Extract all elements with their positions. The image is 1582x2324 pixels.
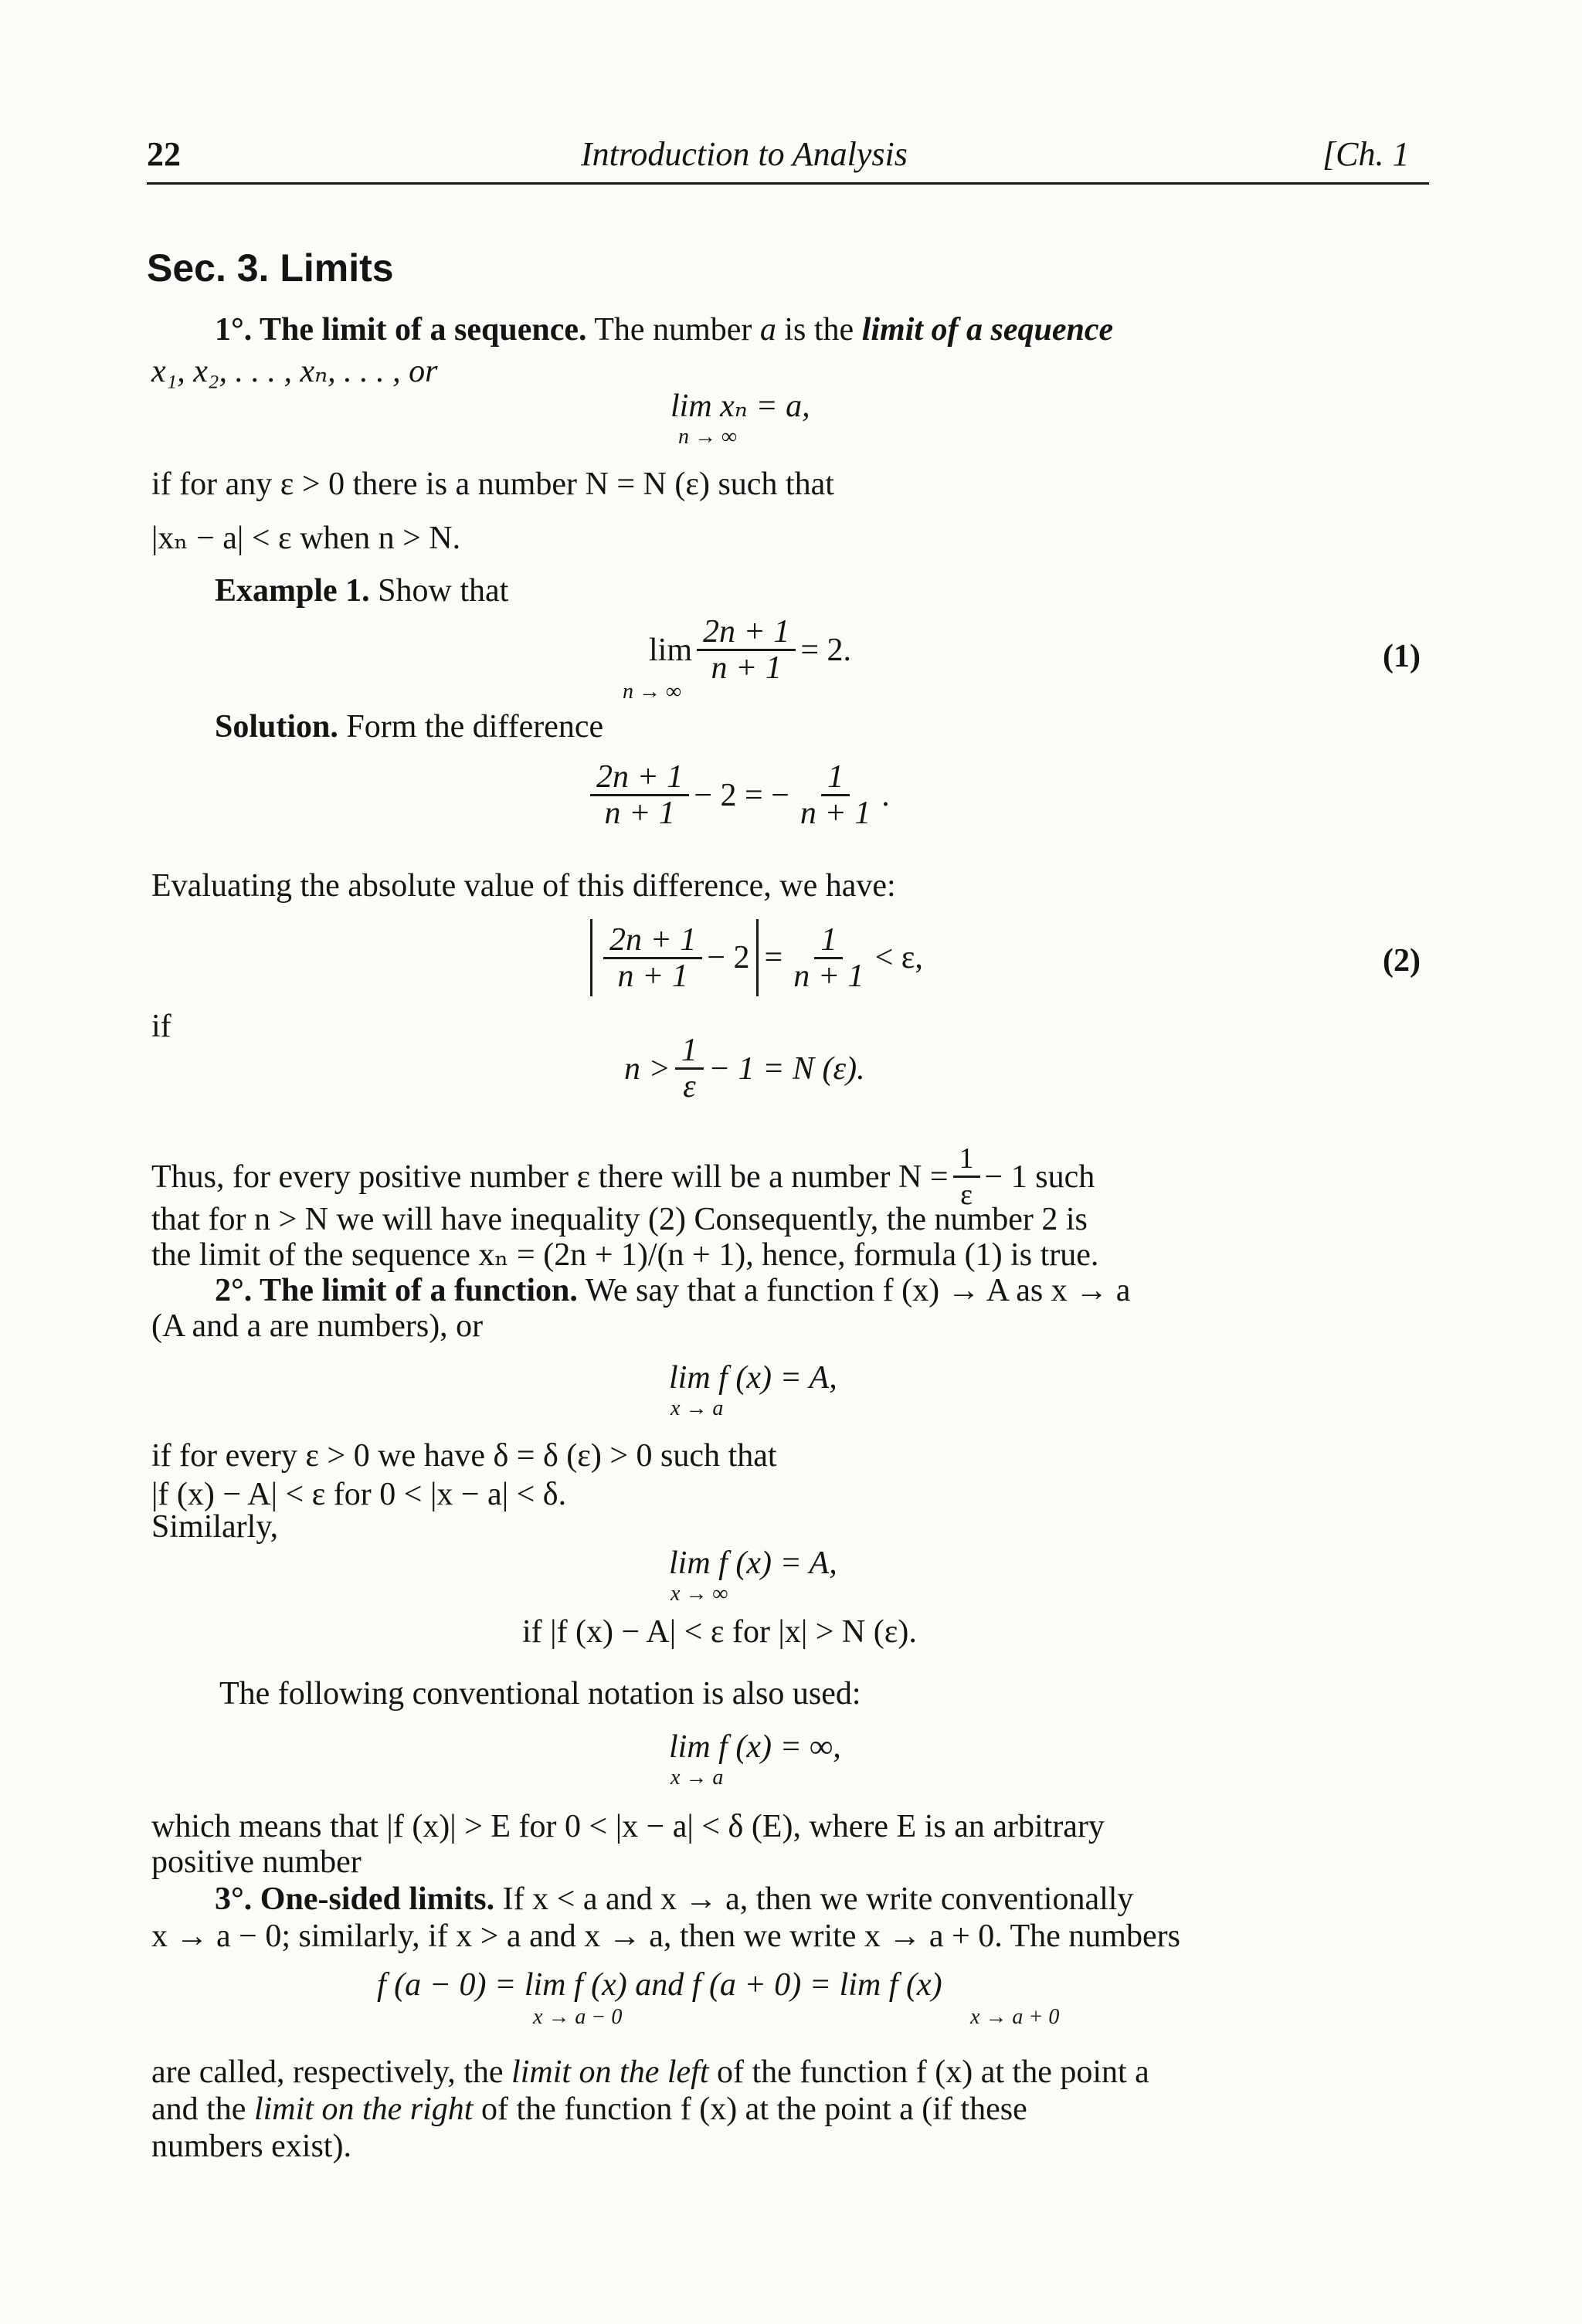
eq2-rhs: < ε, <box>874 940 923 975</box>
one-sided-formula: f (a − 0) = lim f (x) and f (a + 0) = lim f (x) <box>377 1967 942 2003</box>
solution-label: Solution. <box>215 709 338 745</box>
function-formula1-sub: x → a <box>670 1396 724 1420</box>
n-numerator: 1 <box>675 1033 704 1070</box>
sequence-condition1: if for any ε > 0 there is a number N = N (ε) such that <box>151 466 834 502</box>
eq2-right-fraction <box>787 923 870 993</box>
diff-right-denominator: n + 1 <box>799 796 871 831</box>
diff-right-fraction <box>794 760 877 830</box>
closing2-b: of the function f (x) at the point a (if these <box>480 2092 1027 2127</box>
solution-line <box>215 709 603 745</box>
closing1-b: of the function f (x) at the point a <box>717 2054 1149 2090</box>
sequence-heading: 1°. The limit of a sequence. <box>215 312 587 348</box>
difference-equation <box>586 760 890 830</box>
function-formula2: lim f (x) = A, <box>669 1545 837 1581</box>
consequently-line1: that for n > N we will have inequality (2) Consequently, the number 2 is <box>151 1202 1088 1237</box>
thus-end: − 1 such <box>984 1159 1095 1195</box>
one-sided-sub-right: x → a + 0 <box>970 2005 1060 2029</box>
diff-fraction <box>590 760 689 830</box>
function-formula3-sub: x → a <box>670 1766 724 1790</box>
eq2-right-numerator: 1 <box>814 923 843 959</box>
eq1-sub: n → ∞ <box>623 680 681 704</box>
closing1-a: are called, respectively, the <box>151 2054 504 2090</box>
eq2-number: (2) <box>1383 943 1421 979</box>
eq2-right-denominator: n + 1 <box>793 958 864 994</box>
n-inequality <box>624 1033 865 1104</box>
means-line1: which means that |f (x)| > E for 0 < |x − a| < δ (E), where E is an arbitrary <box>151 1809 1105 1844</box>
diff-right-numerator: 1 <box>821 760 850 796</box>
example-text: Show that <box>378 573 509 609</box>
thus-numerator: 1 <box>953 1142 980 1178</box>
diff-denominator: n + 1 <box>604 796 675 831</box>
one-sided-line2: x → a − 0; similarly, if x > a and x → a, then we write x → a + 0. The numbers <box>151 1919 1180 1954</box>
function-line2: (A and a are numbers), or <box>151 1308 484 1344</box>
diff-numerator: 2n + 1 <box>590 760 689 796</box>
function-cond3: if |f (x) − A| < ε for |x| > N (ε). <box>522 1614 917 1650</box>
equation-1 <box>649 615 851 685</box>
closing-line2 <box>151 2092 1027 2127</box>
diff-mid: − 2 = − <box>694 777 789 813</box>
section-title: Sec. 3. Limits <box>147 246 394 290</box>
page-number: 22 <box>147 135 181 173</box>
similarly-text: Similarly, <box>151 1509 279 1545</box>
eq1-lim: lim <box>649 632 693 668</box>
thus-text: Thus, for every positive number ε there will be a number N = <box>151 1159 949 1195</box>
absolute-value-text: Evaluating the absolute value of this difference, we have: <box>151 868 896 904</box>
sequence-condition2: |xₙ − a| < ε when n > N. <box>151 521 461 556</box>
consequently-line2: the limit of the sequence xₙ = (2n + 1)/(n + 1), hence, formula (1) is true. <box>151 1237 1099 1273</box>
abs-bar-right <box>756 919 759 996</box>
sequence-formula-sub: n → ∞ <box>678 425 737 449</box>
eq1-denominator: n + 1 <box>711 650 782 686</box>
eq2-denominator: n + 1 <box>617 958 688 994</box>
example-line <box>215 573 508 609</box>
function-cond2: |f (x) − A| < ε for 0 < |x − a| < δ. <box>151 1477 567 1512</box>
function-line1-text: We say that a function f (x) → A as x → a <box>585 1273 1131 1308</box>
eq1-number: (1) <box>1383 639 1421 674</box>
one-sided-line1 <box>215 1881 1133 1917</box>
n-gt: n > <box>624 1050 670 1087</box>
closing-line1 <box>151 2054 1149 2090</box>
if-word: if <box>151 1009 171 1044</box>
notation-text: The following conventional notation is also used: <box>219 1676 861 1712</box>
solution-text: Form the difference <box>346 709 604 745</box>
function-formula3: lim f (x) = ∞, <box>669 1729 841 1765</box>
chapter-label: [Ch. 1 <box>1322 135 1410 173</box>
sequence-paragraph-line1 <box>215 312 1113 348</box>
sequence-line2: x₁, x₂, . . . , xₙ, . . . , or <box>151 354 438 389</box>
eq1-rhs: = 2. <box>800 632 852 668</box>
closing2-term: limit on the right <box>253 2092 474 2127</box>
eq2-minus2: − 2 <box>707 940 750 975</box>
eq2-fraction <box>603 923 702 993</box>
function-formula2-sub: x → ∞ <box>670 1582 728 1606</box>
one-sided-line1-text: If x < a and x → a, then we write conventionally <box>502 1881 1134 1917</box>
sequence-line1-text: The number <box>594 312 752 348</box>
n-fraction <box>675 1033 704 1104</box>
diff-end: . <box>881 777 890 813</box>
sequence-formula: lim xₙ = a, <box>670 388 810 424</box>
function-line1 <box>215 1273 1130 1308</box>
function-cond1: if for every ε > 0 we have δ = δ (ε) > 0 such that <box>151 1438 777 1474</box>
example-label: Example 1. <box>215 573 370 609</box>
closing1-term: limit on the left <box>511 2054 709 2090</box>
function-formula1: lim f (x) = A, <box>669 1360 837 1396</box>
sequence-line1-var: a <box>759 312 776 348</box>
eq2-numerator: 2n + 1 <box>603 923 702 959</box>
thus-denominator: ε <box>960 1179 973 1211</box>
abs-bar-left <box>590 919 592 996</box>
sequence-term: limit of a sequence <box>861 312 1114 348</box>
function-heading: 2°. The limit of a function. <box>215 1273 578 1308</box>
closing-line3: numbers exist). <box>151 2129 351 2164</box>
n-denominator: ε <box>683 1069 696 1104</box>
eq1-numerator: 2n + 1 <box>697 615 796 651</box>
means-line2: positive number <box>151 1844 362 1880</box>
header-rule <box>147 182 1429 185</box>
eq1-fraction <box>697 615 796 685</box>
running-title: Introduction to Analysis <box>581 135 908 173</box>
n-rest: − 1 = N (ε). <box>708 1050 865 1087</box>
one-sided-sub-left: x → a − 0 <box>533 2005 623 2029</box>
one-sided-heading: 3°. One-sided limits. <box>215 1881 495 1917</box>
equation-2 <box>584 919 923 996</box>
eq2-equals: = <box>764 940 783 975</box>
sequence-line1-text2: is the <box>784 312 854 348</box>
closing2-a: and the <box>151 2092 246 2127</box>
